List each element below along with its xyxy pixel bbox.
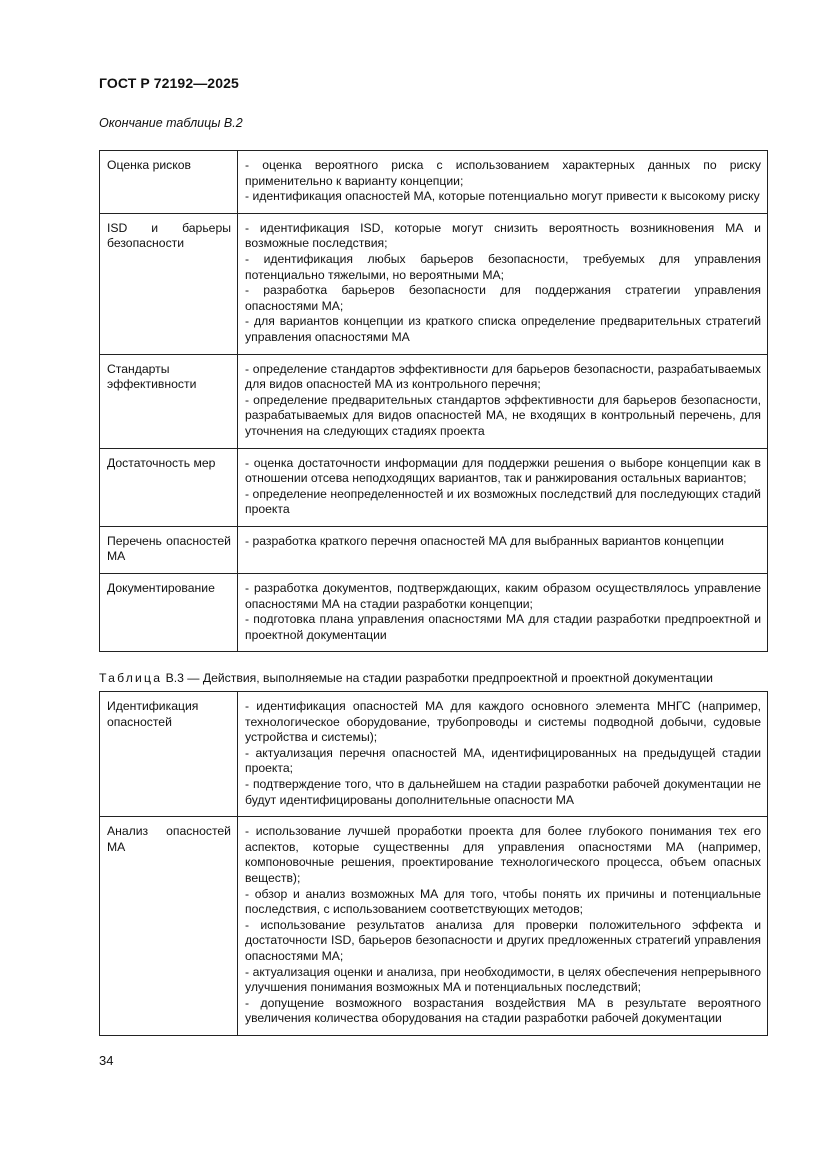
list-item: - использование результатов анализа для проверки положительного эффекта и достаточности ISD, барьеров безопасности и других предложенных стратегий управления опасностями МА; xyxy=(245,917,761,963)
table-row xyxy=(100,448,768,526)
row-content xyxy=(238,692,768,817)
row-content xyxy=(238,448,768,526)
table-row xyxy=(100,574,768,652)
page-number: 34 xyxy=(99,1053,114,1068)
document-code-header: ГОСТ Р 72192—2025 xyxy=(99,75,239,91)
row-label: Документирование xyxy=(100,574,238,652)
list-item: - идентификация ISD, которые могут снизить вероятность возникновения МА и возможные последствия; xyxy=(245,220,761,251)
row-label: Оценка рисков xyxy=(100,151,238,214)
list-item: - идентификация любых барьеров безопасности, требуемых для управления потенциально тяжелыми, но вероятными МА; xyxy=(245,251,761,282)
table-row xyxy=(100,817,768,1036)
row-content xyxy=(238,526,768,573)
row-label: Анализ опасностей МА xyxy=(100,817,238,1036)
table-title-text: В.3 — Действия, выполняемые на стадии разработки предпроектной и проектной документации xyxy=(165,671,713,685)
row-label: Перечень опасностей МА xyxy=(100,526,238,573)
list-item: - разработка краткого перечня опасностей МА для выбранных вариантов концепции xyxy=(245,533,724,548)
row-label: Достаточность мер xyxy=(100,448,238,526)
list-item: - подготовка плана управления опасностями МА для стадии разработки предпроектной и проектной документации xyxy=(245,612,761,642)
list-item: - разработка документов, подтверждающих, каким образом осуществлялось управление опасностями МА на стадии разработки концепции; xyxy=(245,581,761,611)
list-item: - оценка достаточности информации для поддержки решения о выборе концепции как в отношении отсева неподходящих вариантов, так и ранжирования остальных вариантов; xyxy=(245,455,761,486)
table-b3 xyxy=(99,691,768,1036)
list-item: - подтверждение того, что в дальнейшем на стадии разработки рабочей документации не будут идентифицированы дополнительные опасности МА xyxy=(245,776,761,807)
row-content xyxy=(238,574,768,652)
list-item: - определение предварительных стандартов эффективности для барьеров безопасности, разрабатываемых для видов опасностей МА, не входящих в контрольный перечень, для уточнения на следующих стадиях проекта xyxy=(245,392,761,438)
row-content xyxy=(238,817,768,1036)
table-b3-title xyxy=(99,671,713,685)
table-row xyxy=(100,692,768,817)
table-b2 xyxy=(99,150,768,652)
table-row xyxy=(100,151,768,214)
table-row xyxy=(100,354,768,448)
table-continuation-caption: Окончание таблицы В.2 xyxy=(99,116,243,130)
table-row xyxy=(100,526,768,573)
list-item: - обзор и анализ возможных МА для того, чтобы понять их причины и потенциальные последствия, с использованием соответствующих методов; xyxy=(245,886,761,917)
list-item: - актуализация перечня опасностей МА, идентифицированных на предыдущей стадии проекта; xyxy=(245,745,761,776)
list-item: - определение неопределенностей и их возможных последствий для последующих стадий проекта xyxy=(245,486,761,517)
row-content xyxy=(238,151,768,214)
table-title-prefix: Таблица xyxy=(99,671,163,685)
list-item: - использование лучшей проработки проекта для более глубокого понимания тех его аспектов, которые существенны для управления опасностями МА (например, компоновочные решения, проектирование технологического процесса, объем опасных веществ); xyxy=(245,824,761,885)
list-item: - допущение возможного возрастания воздействия МА в результате вероятного увеличения количества оборудования на стадии разработки рабочей документации xyxy=(245,995,761,1026)
row-label: Идентификация опасностей xyxy=(100,692,238,817)
row-content xyxy=(238,354,768,448)
table-row xyxy=(100,213,768,354)
list-item: - оценка вероятного риска с использованием характерных данных по риску применительно к варианту концепции; xyxy=(245,158,761,188)
list-item: - идентификация опасностей МА, которые потенциально могут привести к высокому риску xyxy=(245,189,760,204)
row-label: ISD и барьеры безопасности xyxy=(100,213,238,354)
list-item: - актуализация оценки и анализа, при необходимости, в целях обеспечения непрерывного улучшения понимания возможных МА и потенциальных последствий; xyxy=(245,964,761,995)
row-content xyxy=(238,213,768,354)
list-item: - разработка барьеров безопасности для поддержания стратегии управления опасностями МА; xyxy=(245,283,761,313)
list-item: - идентификация опасностей МА для каждого основного элемента МНГС (например, технологическое оборудование, трубопроводы и системы подводной добычи, судовые устройства и системы); xyxy=(245,699,761,745)
list-item: - определение стандартов эффективности для барьеров безопасности, разрабатываемых для видов опасностей МА из контрольного перечня; xyxy=(245,361,761,392)
list-item: - для вариантов концепции из краткого списка определение предварительных стратегий управления опасностями МА xyxy=(245,314,761,344)
row-label: Стандарты эффективности xyxy=(100,354,238,448)
